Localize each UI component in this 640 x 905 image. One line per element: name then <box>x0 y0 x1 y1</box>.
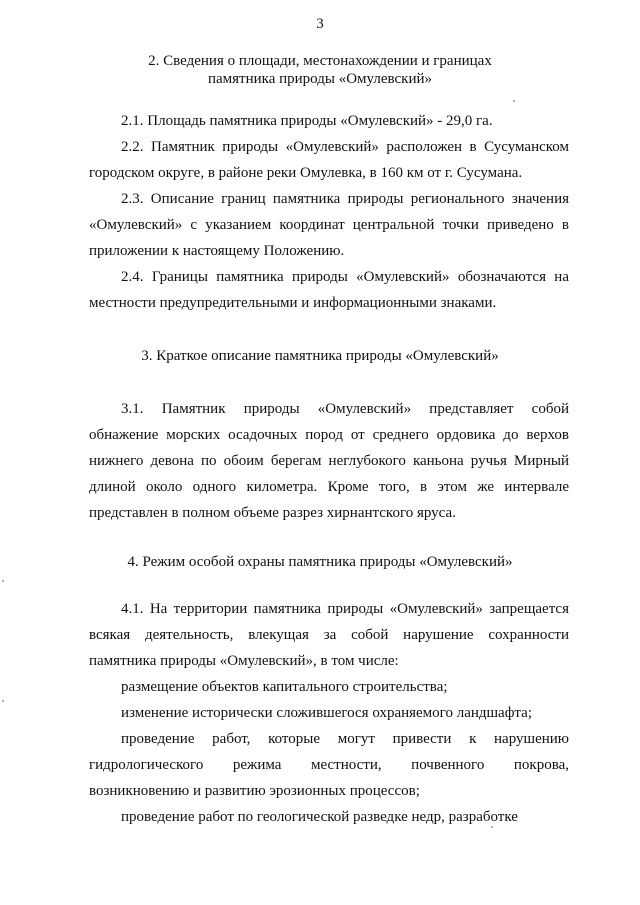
scan-speck <box>513 100 515 102</box>
prohibition-item-1: размещение объектов капитального строительства; <box>121 679 448 695</box>
page-number: 3 <box>316 16 324 32</box>
prohibition-item-2: изменение исторически сложившегося охраняемого ландшафта; <box>121 705 532 721</box>
section-2-heading-line-1: 2. Сведения о площади, местонахождении и границах <box>148 53 492 69</box>
paragraph-2-1: 2.1. Площадь памятника природы «Омулевский» - 29,0 га. <box>121 113 493 129</box>
paragraph-4-1: 4.1. На территории памятника природы «Омулевский» запрещается всякая деятельность, влекущая за собой нарушение сохранности памятника природы «Омулевский», в том числе: <box>89 601 569 669</box>
prohibition-item-4: проведение работ по геологической разведке недр, разработке <box>121 809 518 825</box>
paragraph-2-4: 2.4. Границы памятника природы «Омулевский» обозначаются на местности предупредительными и информационными знаками. <box>89 269 569 311</box>
paragraph-3-1: 3.1. Памятник природы «Омулевский» представляет собой обнажение морских осадочных пород от среднего ордовика до верхов нижнего девона по обоим берегам неглубокого каньона ручья Мирный длиной около одного километра. Кроме того, в этом же интервале представлен в полном объеме разрез хирнантского яруса. <box>89 401 569 521</box>
section-3-heading: 3. Краткое описание памятника природы «Омулевский» <box>141 348 499 364</box>
section-4-heading: 4. Режим особой охраны памятника природы «Омулевский» <box>127 554 513 570</box>
scan-speck <box>2 700 4 702</box>
scan-speck <box>2 580 4 582</box>
section-2-heading-line-2: памятника природы «Омулевский» <box>207 71 433 87</box>
prohibition-item-3: проведение работ, которые могут привести к нарушению гидрологического режима местности, почвенного покрова, возникновению и развитию эрозионных процессов; <box>89 731 569 799</box>
paragraph-2-2: 2.2. Памятник природы «Омулевский» расположен в Сусуманском городском округе, в районе реки Омулевка, в 160 км от г. Сусумана. <box>89 139 569 181</box>
paragraph-2-3: 2.3. Описание границ памятника природы регионального значения «Омулевский» с указанием координат центральной точки приведено в приложении к настоящему Положению. <box>89 191 569 259</box>
scan-speck <box>491 826 493 828</box>
